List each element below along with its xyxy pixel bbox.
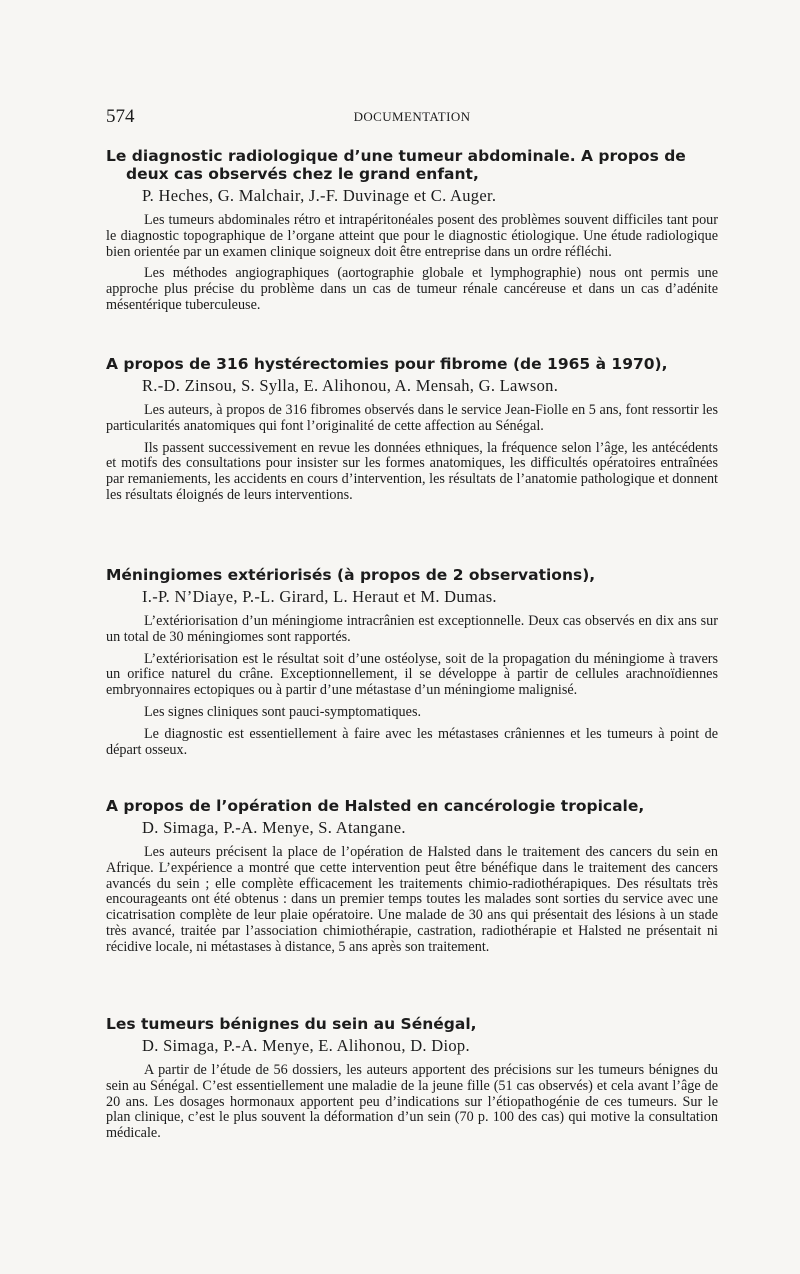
- article-paragraph: Les auteurs précisent la place de l’opération de Halsted dans le traitement des cancers du sein en Afrique. L’expérience a montré que cette intervention peut être bénéfique dans le traitement des cancers avancés du sein ; elle complète efficacement les traitements chimio-radiothérapiques. Des résultats très encourageants ont été obtenus : dans un premier temps toutes les malades sont sorties du service avec une cicatrisation complète de leur plaie opératoire. Une malade de 30 ans qui présentait des lésions à un stade très avancé, traitée par l’association chimiothérapie, castration, radiothérapie et Halsted ne présentait ni récidive locale, ni métastases à distance, 5 ans après son traitement.: [106, 844, 718, 955]
- article-paragraph: A partir de l’étude de 56 dossiers, les auteurs apportent des précisions sur les tumeurs bénignes du sein au Sénégal. C’est essentiellement une maladie de la jeune fille (51 cas observés) et cela avant l’âge de 20 ans. Les dosages hormonaux apportent peu d’indications sur l’étiopathogénie de ces tumeurs. Sur le plan clinique, c’est le plus souvent la déformation d’un sein (70 p. 100 des cas) qui motive la consultation médicale.: [106, 1062, 718, 1142]
- article-3: [106, 566, 718, 764]
- running-title: DOCUMENTATION: [353, 109, 471, 124]
- article-title: A propos de 316 hystérectomies pour fibrome (de 1965 à 1970),: [106, 355, 668, 373]
- article-title: A propos de l’opération de Halsted en cancérologie tropicale,: [106, 797, 645, 815]
- article-authors: R.-D. Zinsou, S. Sylla, E. Alihonou, A. Mensah, G. Lawson.: [142, 376, 559, 395]
- article-authors: P. Heches, G. Malchair, J.-F. Duvinage et C. Auger.: [142, 186, 497, 205]
- article-5: [106, 1015, 718, 1148]
- article-title: Méningiomes extériorisés (à propos de 2 observations),: [106, 566, 596, 584]
- article-paragraph: L’extériorisation d’un méningiome intracrânien est exceptionnelle. Deux cas observés en dix ans sur un total de 30 méningiomes sont rapportés.: [106, 613, 718, 645]
- article-paragraph: Les auteurs, à propos de 316 fibromes observés dans le service Jean-Fiolle en 5 ans, font ressortir les particularités anatomiques qui font l’originalité de cette affection au Sénégal.: [106, 402, 718, 434]
- article-paragraph: L’extériorisation est le résultat soit d’une ostéolyse, soit de la propagation du méningiome à travers un orifice naturel du crâne. Exceptionnellement, il se développe à partir de cellules arachnoïdiennes embryonnaires ectopiques ou à partir d’une métastase d’un méningiome malignisé.: [106, 650, 718, 699]
- article-authors: D. Simaga, P.-A. Menye, E. Alihonou, D. Diop.: [142, 1036, 470, 1055]
- article-title: Le diagnostic radiologique d’une tumeur abdominale. A propos de deux cas observés chez le grand enfant,: [106, 147, 686, 183]
- article-2: [106, 355, 718, 510]
- article-paragraph: Ils passent successivement en revue les données ethniques, la fréquence selon l’âge, les antécédents et motifs des consultations pour insister sur les formes anatomiques, les difficultés opératoires entraînées par remaniements, les accidents en cours d’intervention, les résultats de l’anatomie pathologique et donnent les résultats éloignés de leurs interventions.: [106, 439, 718, 503]
- article-4: [106, 797, 718, 962]
- article-authors: I.-P. N’Diaye, P.-L. Girard, L. Heraut et M. Dumas.: [142, 587, 497, 606]
- article-paragraph: Les signes cliniques sont pauci-symptomatiques.: [144, 703, 422, 720]
- article-paragraph: Les tumeurs abdominales rétro et intrapéritonéales posent des problèmes souvent difficiles tant pour le diagnostic topographique de l’organe atteint que pour le diagnostic étiologique. Une étude radiologique bien orientée par un examen clinique soigneux doit être entreprise dans un ordre réfléchi.: [106, 212, 718, 260]
- article-authors: D. Simaga, P.-A. Menye, S. Atangane.: [142, 818, 406, 837]
- page-header: [106, 106, 718, 130]
- article-paragraph: Le diagnostic est essentiellement à faire avec les métastases crâniennes et les tumeurs à point de départ osseux.: [106, 725, 718, 758]
- page-number: 574: [106, 106, 135, 127]
- article-title: Les tumeurs bénignes du sein au Sénégal,: [106, 1015, 477, 1033]
- article-1: [106, 147, 718, 320]
- article-paragraph: Les méthodes angiographiques (aortographie globale et lymphographie) nous ont permis une approche plus précise du problème dans un cas de tumeur rénale cancéreuse et dans un cas d’adénite mésentérique tuberculeuse.: [106, 265, 718, 313]
